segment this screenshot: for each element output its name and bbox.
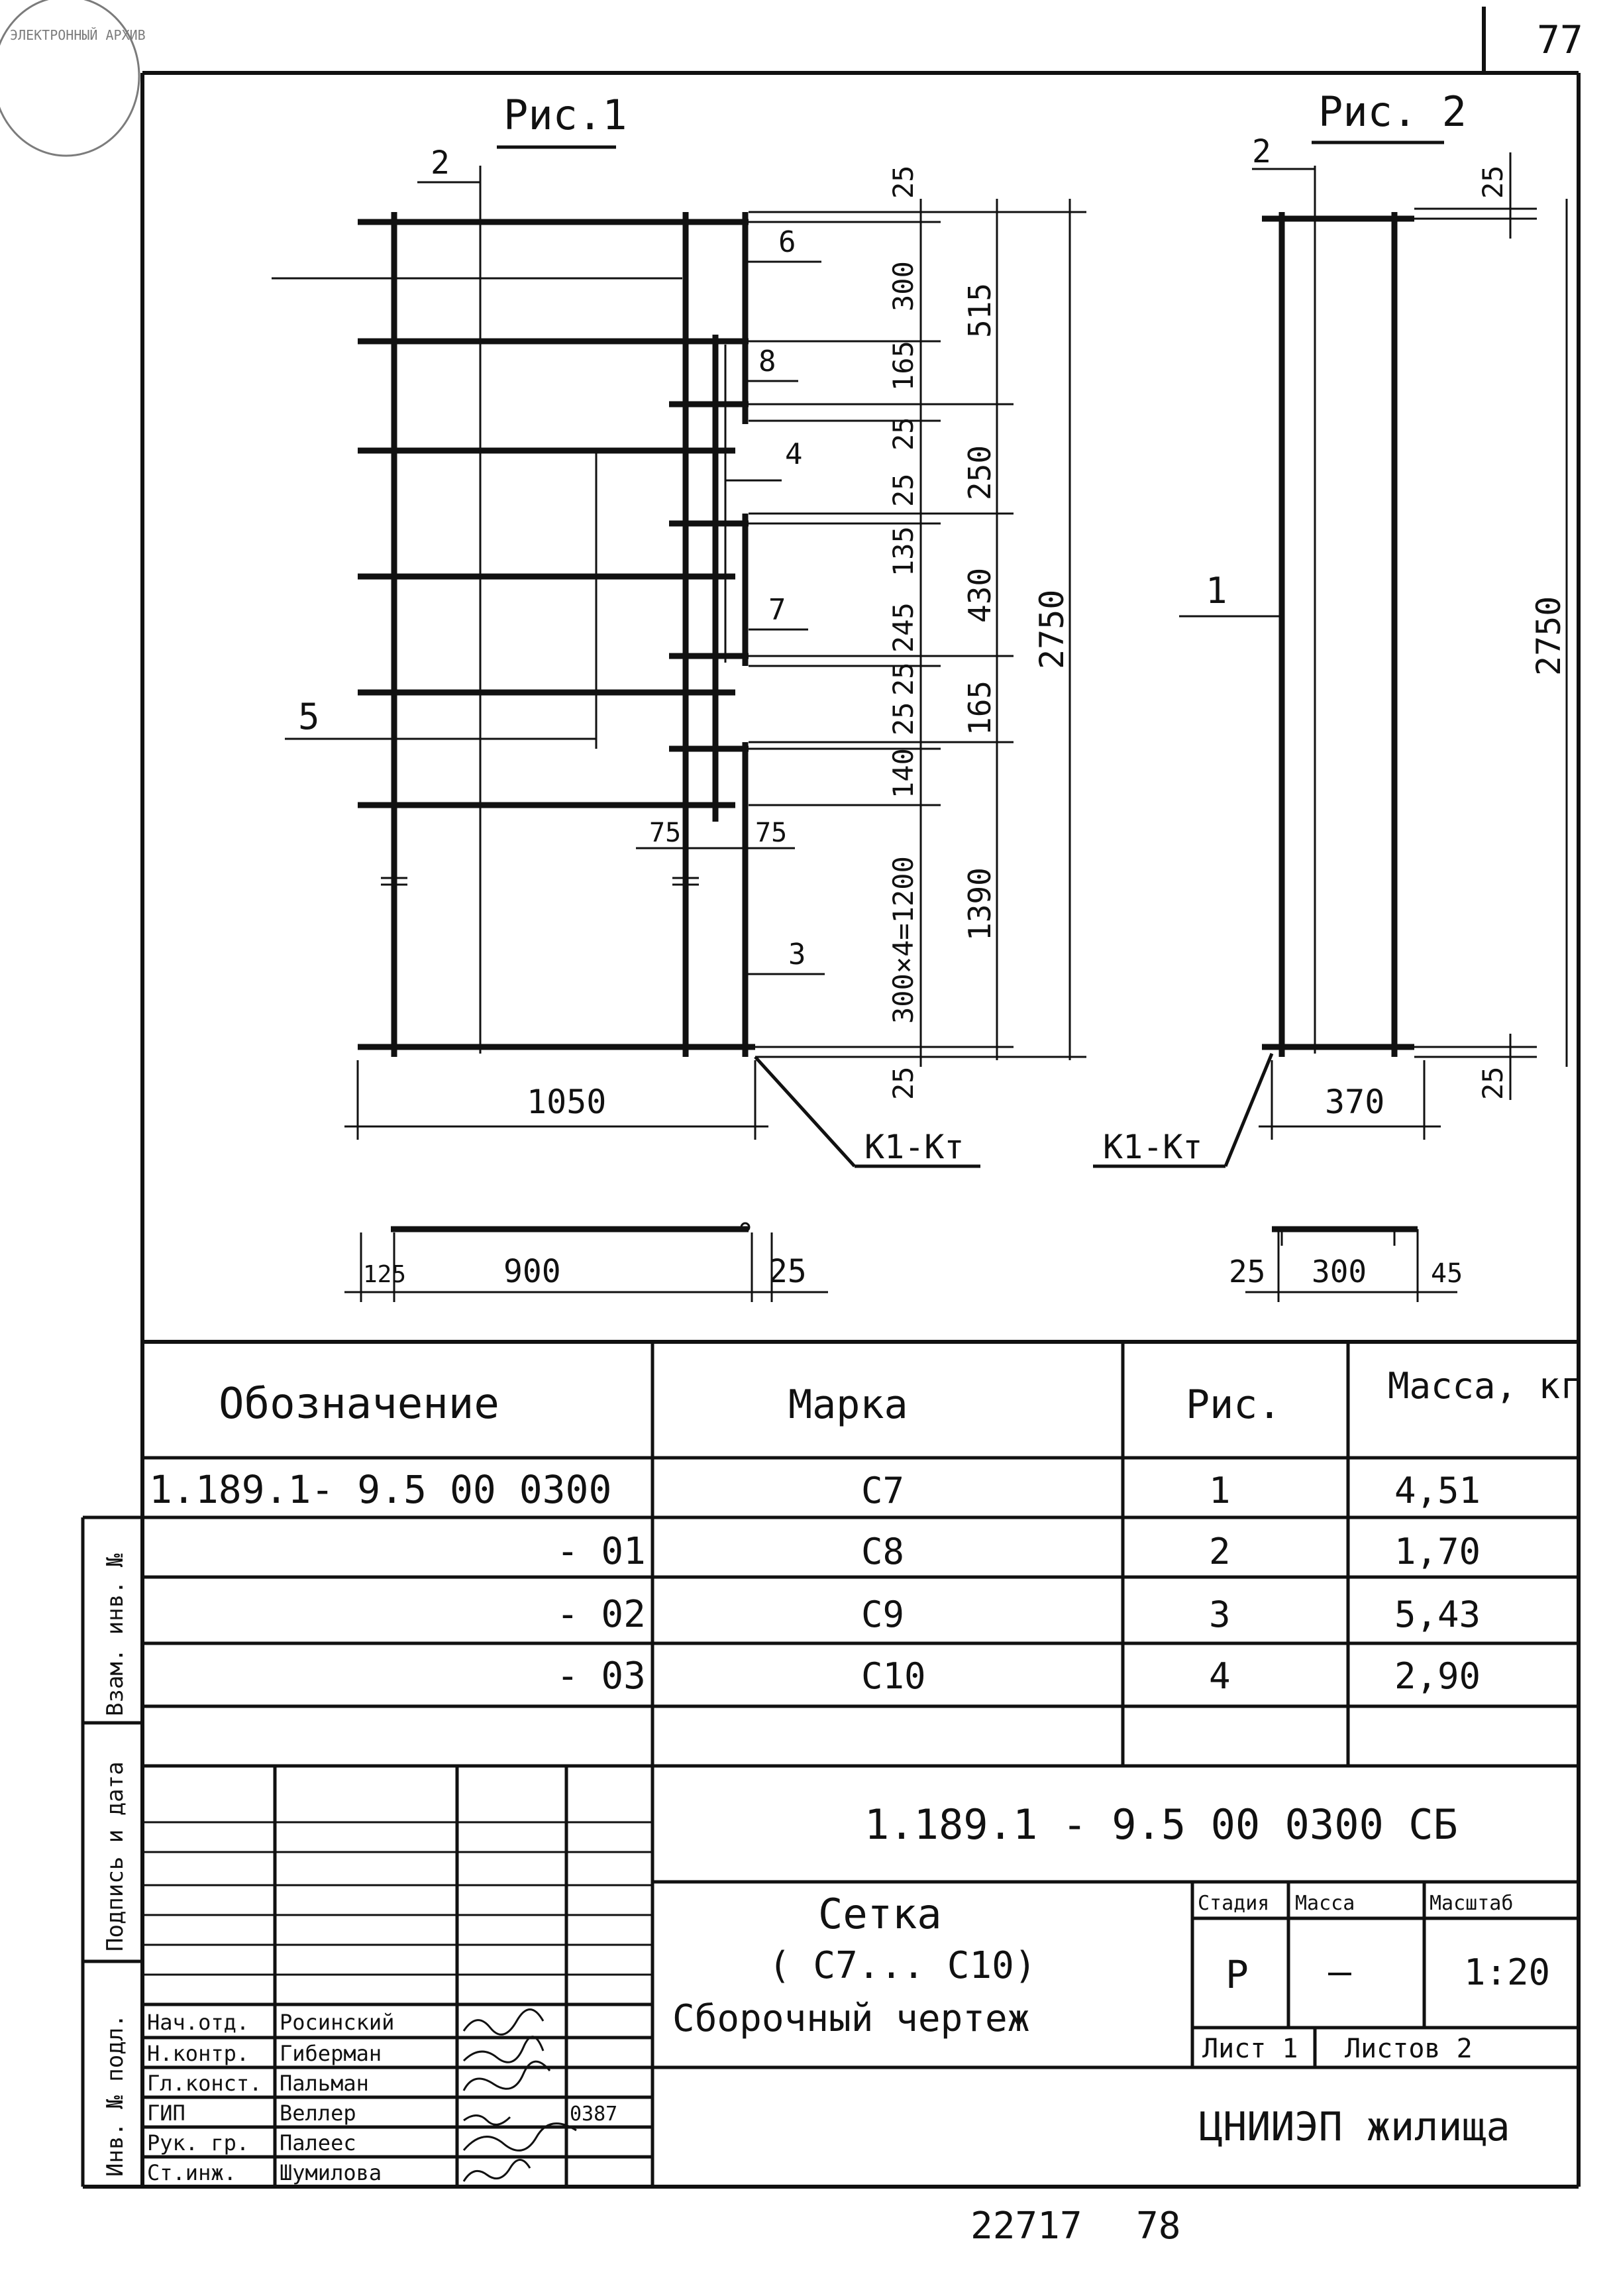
fig1-dim: 25 — [887, 662, 919, 696]
mass-label: Масса — [1295, 1892, 1355, 1915]
scale-value: 1:20 — [1464, 1951, 1551, 1993]
fig2-weld-label: К1-Кт — [1103, 1128, 1203, 1166]
scale-label: Масштаб — [1430, 1892, 1514, 1915]
fig1-dim: 1390 — [962, 867, 998, 941]
fig1-callout-7: 7 — [768, 593, 786, 627]
stage-value: Р — [1225, 1952, 1249, 1997]
fig1-dim-chain-2 — [962, 283, 998, 941]
header-fig: Рис. — [1186, 1382, 1282, 1428]
side-label-inventory: Инв. № подл. — [102, 2014, 129, 2177]
fig1-callout-3: 3 — [788, 938, 806, 971]
fig1-dim: 25 — [887, 1066, 919, 1100]
fig1-dim: 25 — [887, 417, 919, 451]
row-mark: С7 — [861, 1470, 905, 1511]
page-number: 77 — [1537, 17, 1583, 62]
side-label-replace: Взам. инв. № — [102, 1553, 129, 1716]
title-block — [142, 1766, 1579, 2187]
sheet-count: Листов 2 — [1345, 2034, 1473, 2064]
drawing-name-1: Сетка — [818, 1890, 942, 1938]
row-fig: 3 — [1209, 1594, 1231, 1635]
row-mass: 1,70 — [1394, 1531, 1481, 1572]
fig1-title: Рис.1 — [503, 91, 627, 139]
fig1-callout-5: 5 — [298, 696, 320, 738]
person-name: Палеес — [280, 2130, 356, 2156]
person-name: Пальман — [280, 2071, 369, 2096]
side-strip — [83, 1517, 142, 2187]
fig1-dim: 245 — [887, 602, 919, 653]
fig2-dim-top: 25 — [1477, 165, 1509, 199]
fig1-callout-2: 2 — [431, 144, 450, 182]
fig1-callout-6: 6 — [778, 225, 796, 259]
sheet-number: Лист 1 — [1202, 2034, 1298, 2064]
fig1-dim: 165 — [962, 680, 998, 736]
fig2-title: Рис. 2 — [1318, 87, 1467, 136]
fig1-dim: 300×4=1200 — [887, 856, 919, 1024]
fig1-dim: 25 — [887, 165, 919, 199]
row-mass: 4,51 — [1394, 1470, 1481, 1511]
fig1-callout-8: 8 — [758, 345, 776, 378]
header-mark: Марка — [788, 1382, 908, 1428]
role-label: Гл.конст. — [147, 2071, 262, 2096]
drawing-name-3: Сборочный чертеж — [672, 1997, 1030, 2040]
row-mark: С8 — [861, 1531, 905, 1572]
fig2-width-dim: 370 — [1325, 1083, 1385, 1121]
row-mass: 5,43 — [1394, 1594, 1481, 1635]
role-label: Рук. гр. — [147, 2130, 250, 2156]
fig2-overall-dim: 2750 — [1530, 596, 1568, 676]
date-note: 0387 — [570, 2103, 618, 2126]
archive-stamp — [0, 0, 146, 156]
fig1-plan-dim: 900 — [503, 1253, 561, 1290]
mass-value: — — [1328, 1949, 1351, 1994]
role-label: Нач.отд. — [147, 2010, 250, 2035]
header-mass: Масса, кг — [1388, 1365, 1582, 1407]
fig2-plan-dim: 300 — [1312, 1254, 1367, 1289]
doc-code: 1.189.1 - 9.5 00 0300 СБ — [864, 1800, 1458, 1849]
fig1-dim: 25 — [887, 473, 919, 507]
fig2-callout-1: 1 — [1206, 570, 1227, 612]
row-mass: 2,90 — [1394, 1655, 1481, 1697]
person-name: Гиберман — [280, 2041, 382, 2066]
drawing-name-2: ( С7... С10) — [768, 1944, 1037, 1987]
row-mark: С10 — [861, 1655, 926, 1697]
row-fig: 2 — [1209, 1531, 1231, 1572]
fig1-width-dim: 1050 — [527, 1083, 607, 1121]
fig1-dim: 300 — [887, 261, 919, 311]
fig1-dim: 140 — [887, 748, 919, 798]
fig1-dim: 135 — [887, 526, 919, 576]
side-label-signature: Подпись и дата — [102, 1761, 129, 1951]
fig1-plan-dim: 25 — [768, 1253, 807, 1290]
fig1-small-dim: 75 — [649, 818, 682, 848]
fig1-dim: 250 — [962, 445, 998, 500]
figure-1 — [272, 91, 1086, 1302]
stamp-text: ЭЛЕКТРОННЫЙ АРХИВ — [10, 27, 146, 43]
person-name: Шумилова — [280, 2160, 382, 2185]
row-designation: - 01 — [556, 1530, 646, 1573]
footer-number-1: 22717 — [970, 2205, 1082, 2248]
fig1-small-dim: 75 — [755, 818, 788, 848]
fig1-plan-dim: 125 — [363, 1261, 407, 1288]
fig1-weld-label: К1-Кт — [864, 1128, 964, 1166]
figure-2 — [1093, 87, 1568, 1302]
row-designation: 1.189.1- 9.5 00 0300 — [149, 1467, 612, 1512]
organization: ЦНИИЭП жилища — [1199, 2104, 1510, 2150]
fig2-plan-dim: 45 — [1431, 1258, 1463, 1289]
fig1-dim: 25 — [887, 702, 919, 736]
fig1-dim: 165 — [887, 341, 919, 391]
footer-number-2: 78 — [1136, 2205, 1181, 2248]
fig2-dim-bottom: 25 — [1477, 1066, 1509, 1100]
role-label: ГИП — [147, 2101, 185, 2126]
fig1-overall-dim: 2750 — [1033, 589, 1071, 669]
person-name: Веллер — [280, 2101, 356, 2126]
role-label: Н.контр. — [147, 2041, 250, 2066]
row-fig: 1 — [1209, 1470, 1231, 1511]
row-designation: - 02 — [556, 1593, 646, 1636]
fig2-callout-2: 2 — [1252, 133, 1271, 170]
row-fig: 4 — [1209, 1655, 1231, 1697]
row-designation: - 03 — [556, 1655, 646, 1698]
fig2-plan-dim: 25 — [1229, 1254, 1266, 1289]
person-name: Росинский — [280, 2010, 395, 2035]
fig1-dim: 515 — [962, 282, 998, 338]
fig1-dim: 430 — [962, 567, 998, 623]
stage-label: Стадия — [1198, 1892, 1270, 1915]
role-label: Ст.инж. — [147, 2160, 236, 2185]
fig1-dim-chain-1 — [887, 165, 919, 1100]
fig1-callout-4: 4 — [785, 437, 803, 471]
header-designation: Обозначение — [219, 1380, 499, 1429]
row-mark: С9 — [861, 1594, 905, 1635]
